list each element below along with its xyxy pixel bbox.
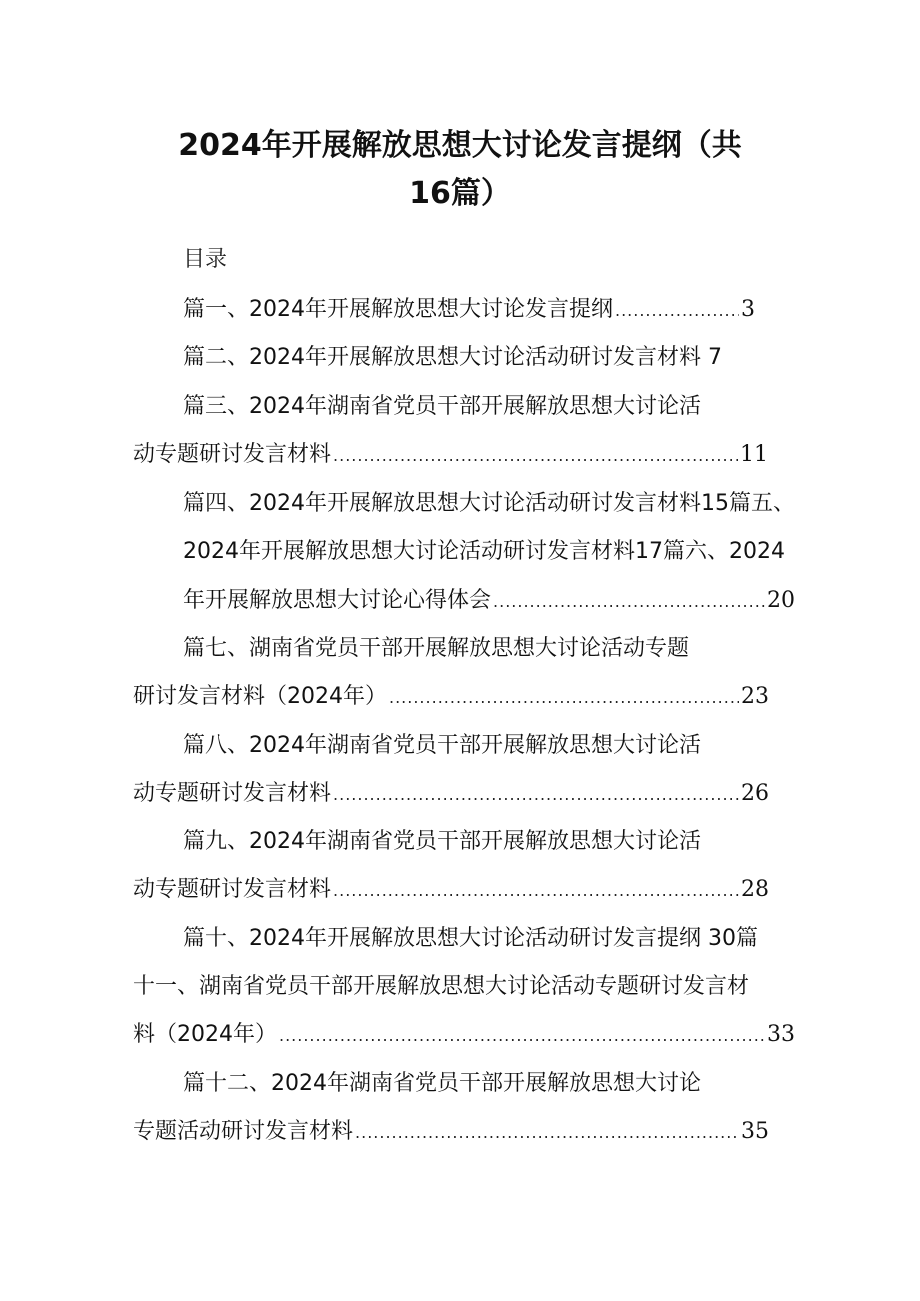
toc-entry-text: 动专题研讨发言材料 (133, 877, 332, 902)
toc-entry[interactable] (183, 585, 795, 618)
toc-entry[interactable] (183, 1068, 701, 1100)
toc-page-number: 33 (767, 1022, 795, 1047)
toc-entry[interactable] (183, 342, 722, 374)
toc-page-number: 35 (741, 1119, 769, 1144)
toc-leader-dots (333, 875, 739, 907)
toc-leader-dots (333, 779, 739, 811)
toc-page-number: 11 (740, 442, 768, 467)
toc-entry[interactable] (133, 681, 769, 714)
toc-entry[interactable] (133, 874, 769, 907)
toc-entry-text: 篇十二、2024年湖南省党员干部开展解放思想大讨论 (183, 1071, 701, 1096)
document-title-line-2: 16篇） (409, 176, 511, 211)
toc-entry-text: 年开展解放思想大讨论心得体会 (183, 588, 492, 613)
toc-entry-text: 动专题研讨发言材料 (133, 781, 332, 806)
toc-entry-text: 篇四、2024年开展解放思想大讨论活动研讨发言材料15篇五、 (183, 491, 795, 516)
toc-entry[interactable] (183, 730, 701, 762)
toc-page-number: 23 (741, 684, 769, 709)
toc-leader-dots (355, 1117, 739, 1149)
toc-entry[interactable] (133, 439, 768, 472)
toc-entry[interactable] (183, 391, 701, 423)
toc-page-number: 28 (741, 877, 769, 902)
toc-entry[interactable] (183, 826, 701, 858)
toc-leader-dots (389, 682, 739, 714)
toc-leader-dots (615, 295, 739, 327)
toc-entry-text: 篇一、2024年开展解放思想大讨论发言提纲 (183, 297, 613, 322)
toc-entry-text: 篇二、2024年开展解放思想大讨论活动研讨发言材料 7 (183, 345, 722, 370)
toc-leader-dots (333, 440, 738, 472)
toc-entry-text: 2024年开展解放思想大讨论活动研讨发言材料17篇六、2024 (183, 539, 785, 564)
toc-page-number: 20 (767, 588, 795, 613)
toc-page-number: 3 (741, 297, 755, 322)
toc-entry-text: 篇十、2024年开展解放思想大讨论活动研讨发言提纲 30篇 (183, 926, 758, 951)
toc-entry[interactable] (183, 294, 755, 327)
toc-entry-text: 动专题研讨发言材料 (133, 442, 332, 467)
toc-entry-text: 研讨发言材料（2024年） (133, 684, 387, 709)
toc-entry-text: 篇三、2024年湖南省党员干部开展解放思想大讨论活 (183, 394, 701, 419)
toc-entry[interactable] (133, 778, 769, 811)
toc-entry[interactable] (183, 488, 795, 520)
toc-entry[interactable] (183, 536, 785, 568)
toc-entry-text: 十一、湖南省党员干部开展解放思想大讨论活动专题研讨发言材 (133, 974, 750, 999)
toc-entry-text: 篇七、湖南省党员干部开展解放思想大讨论活动专题 (183, 636, 690, 661)
toc-entry[interactable] (133, 1116, 769, 1149)
toc-entry-text: 篇八、2024年湖南省党员干部开展解放思想大讨论活 (183, 733, 701, 758)
toc-entry-text: 专题活动研讨发言材料 (133, 1119, 354, 1144)
toc-entry-text: 料（2024年） (133, 1022, 277, 1047)
toc-entry[interactable] (133, 971, 749, 1003)
toc-entry[interactable] (183, 923, 758, 955)
toc-leader-dots (279, 1020, 765, 1052)
toc-heading: 目录 (183, 247, 228, 272)
toc-entry[interactable] (183, 633, 689, 665)
toc-entry-text: 篇九、2024年湖南省党员干部开展解放思想大讨论活 (183, 829, 701, 854)
toc-page-number: 26 (741, 781, 769, 806)
toc-entry[interactable] (133, 1019, 795, 1052)
document-title-line-1: 2024年开展解放思想大讨论发言提纲（共 (178, 128, 742, 163)
toc-leader-dots (493, 586, 765, 618)
